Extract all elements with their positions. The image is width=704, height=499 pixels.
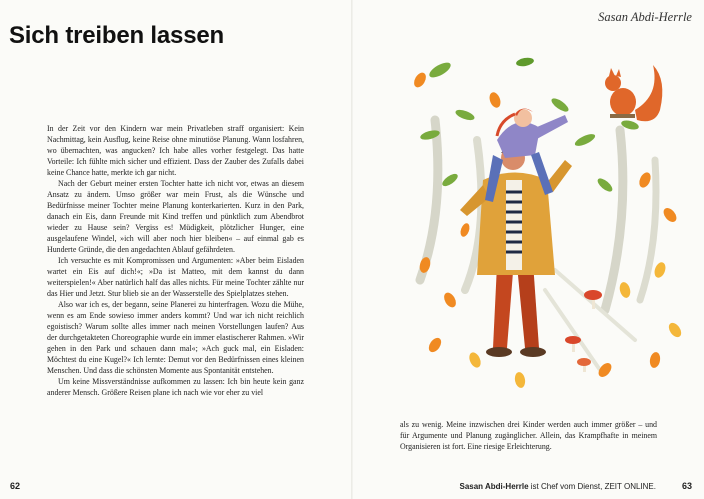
body-paragraph: als zu wenig. Meine inzwischen drei Kinder werden auch immer größer – und für Argumente und Planung zugänglicher. Allein, das Krampfhafte in meinem Organisieren ist fort. Eine riesige Erleichterung. xyxy=(400,420,657,451)
body-paragraph: Um keine Missverständnisse aufkommen zu lassen: Ich bin heute kein ganz anderer Mensch. Größere Reisen plane ich nach wie vor eher zu viel xyxy=(47,377,304,397)
page-number-left: 62 xyxy=(10,481,21,491)
body-text-right xyxy=(400,419,657,452)
page-number-right: 63 xyxy=(681,481,692,491)
body-paragraph: Also war ich es, der begann, seine Planerei zu hinterfragen. Wozu die Mühe, wenn es am Ende sowieso immer anders kommt? Und war ich nicht reichlich egoistisch? Warum sollte alles immer nach meinen Vorstellungen laufen? Aus der durchgetakteten Choreographie wurde ein immer elastischerer Rahmen. »Wir gehen in den Park und schauen dann mal«; »Ach guck mal, ein Eisladen: Möchtest du eine Kugel?« Ich lernte: Demut vor den Bedürfnissen eines kleinen Menschen. Und dass die schönsten Momente aus Spontanität entstehen. xyxy=(47,300,304,375)
page-gutter xyxy=(351,0,353,499)
author-credit-name: Sasan Abdi-Herrle xyxy=(459,482,529,491)
author-byline: Sasan Abdi-Herrle xyxy=(598,10,692,24)
autumn-father-daughter-squirrel-illustration xyxy=(405,40,695,400)
father-legs-icon xyxy=(486,262,546,357)
author-credit-role: ist Chef vom Dienst, ZEIT ONLINE. xyxy=(528,482,656,491)
body-text-left xyxy=(47,123,304,398)
body-paragraph: Ich versuchte es mit Kompromissen und Argumenten: »Aber beim Eisladen wartet ein Eis auf dich!«; »Da ist Matteo, mit dem kannst du dann weiterspielen!« Aber natürlich half das alles nichts. Für meine Tochter zählte nur das Hier und Jetzt. Stur blieb sie an der Wasserstelle des Spielplatzes stehen. xyxy=(47,256,304,298)
body-paragraph: In der Zeit vor den Kindern war mein Privatleben straff organisiert: Kein Nachmittag, kein Ausflug, keine Reise ohne minutiöse Planung. Wann losfahren, wo übernachten, was angucken? Ich habe alles vorher festgelegt. Das hatte Vorteile: Ich fühlte mich sicher und effizient. Dass der Zauber des Zufalls dabei keine Chance hatte, merkte ich gar nicht. xyxy=(47,124,304,177)
author-credit xyxy=(459,482,656,491)
body-paragraph: Nach der Geburt meiner ersten Tochter hatte ich nicht vor, etwas an diesem Ansatz zu ändern. Umso größer war mein Frust, als die Wünsche und Bedürfnisse meiner Tochter meine Planung konterkarierten. Kurz in den Park, danach ein Eis, dann Freunde mit Kind treffen und pünktlich zum Abendbrot wieder zu Hause sein? Vergiss es! Müdigkeit, plötzlicher Hunger, eine ausgelaufene Windel, »ich will aber noch hier bleiben« – auf einmal gab es Hunderte Gründe, die den angedachten Ablauf gefährdeten. xyxy=(47,179,304,254)
squirrel-icon xyxy=(605,65,662,121)
article-title: Sich treiben lassen xyxy=(9,22,224,49)
mushrooms-icon xyxy=(565,290,602,372)
